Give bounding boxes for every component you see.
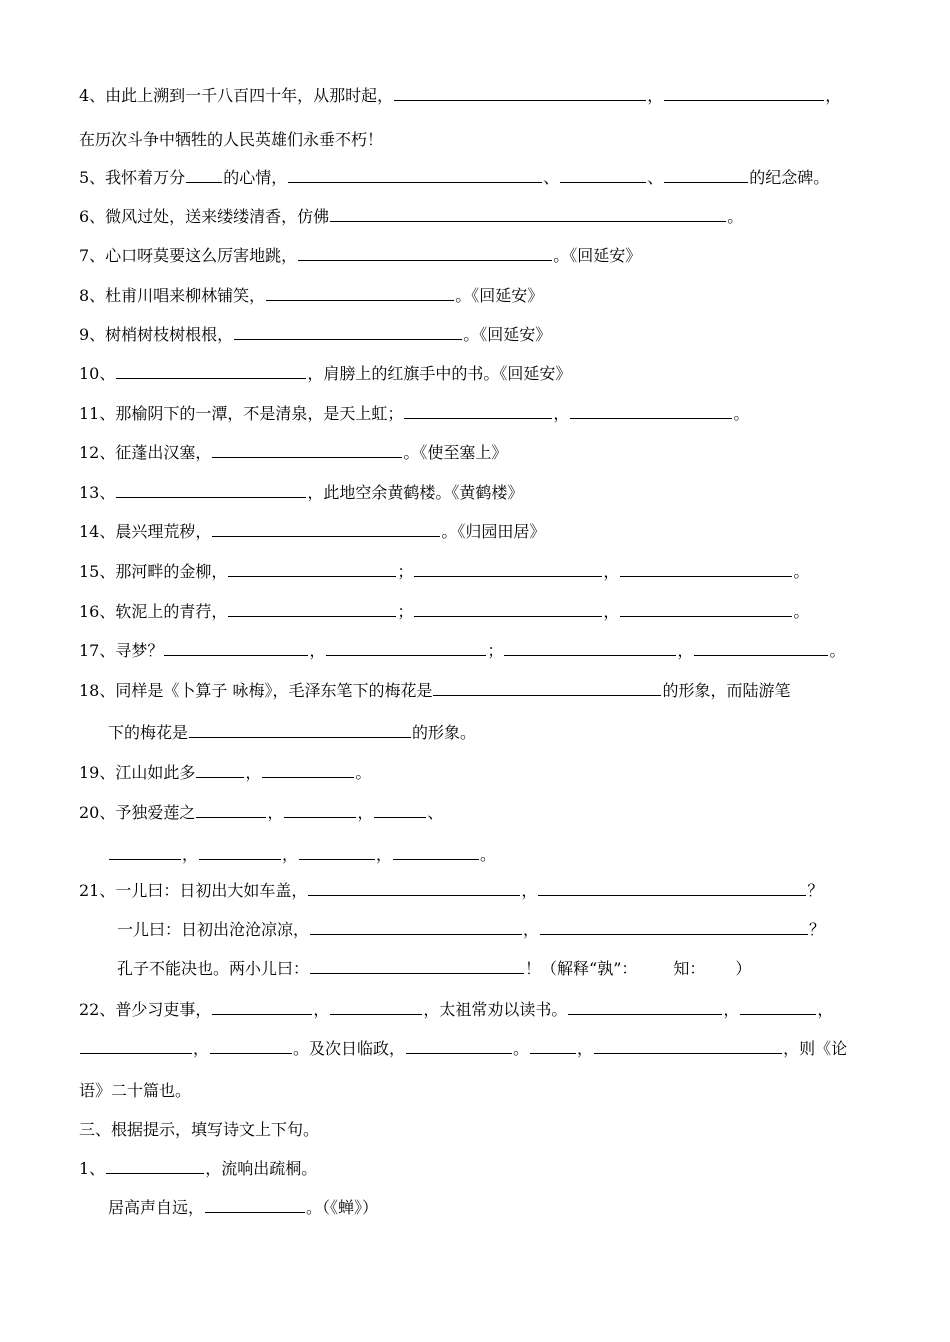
question-text: ，此地空余黄鹤楼。《黄鹤楼》 <box>307 483 524 502</box>
question-15 <box>79 557 880 587</box>
question-text: 语》二十篇也。 <box>79 1081 192 1100</box>
fill-blank[interactable] <box>299 841 375 860</box>
punctuation: ， <box>182 845 199 864</box>
question-9 <box>79 320 880 350</box>
fill-blank[interactable] <box>228 558 396 577</box>
fill-blank[interactable] <box>568 996 722 1015</box>
punctuation: 。 <box>829 641 846 660</box>
punctuation: ？ <box>809 920 826 939</box>
question-text: 居高声自远， <box>108 1198 205 1217</box>
punctuation: ， <box>521 881 538 900</box>
question-text: 16、软泥上的青荇， <box>79 602 228 621</box>
punctuation: ， <box>723 1000 740 1019</box>
question-text: 20、予独爱莲之 <box>79 803 196 822</box>
fill-blank[interactable] <box>404 400 552 419</box>
question-text: 21、一儿曰：日初出大如车盖， <box>79 881 308 900</box>
question-text: ，太祖常劝以读书。 <box>423 1000 568 1019</box>
question-text: 9、树梢树枝树根根， <box>79 325 234 344</box>
question-text: 22、普少习吏事， <box>79 1000 212 1019</box>
source-note: 。《回延安》 <box>463 325 552 344</box>
fill-blank[interactable] <box>326 637 486 656</box>
punctuation: ， <box>282 845 299 864</box>
question-18-line-1 <box>79 676 880 706</box>
fill-blank[interactable] <box>308 877 520 896</box>
punctuation: 。 <box>727 207 744 226</box>
question-21-line-3 <box>117 954 880 984</box>
question-text: ，肩膀上的红旗手中的书。《回延安》 <box>307 364 572 383</box>
question-14 <box>79 517 880 547</box>
punctuation: 、 <box>427 803 444 822</box>
question-19 <box>79 758 880 788</box>
question-4-line-1 <box>79 81 880 111</box>
question-text: 19、江山如此多 <box>79 763 196 782</box>
punctuation: ， <box>357 803 374 822</box>
question-12 <box>79 438 880 468</box>
punctuation: ； <box>487 641 504 660</box>
question-text: 7、心口呀莫要这么厉害地跳， <box>79 246 298 265</box>
punctuation: 。 <box>793 562 810 581</box>
punctuation: 、 <box>647 168 664 187</box>
fill-blank[interactable] <box>212 518 440 537</box>
fill-blank[interactable] <box>560 164 646 183</box>
fill-blank[interactable] <box>540 916 808 935</box>
fill-blank[interactable] <box>414 598 602 617</box>
question-18-line-2 <box>108 718 880 748</box>
fill-blank[interactable] <box>116 479 306 498</box>
fill-blank[interactable] <box>433 677 661 696</box>
fill-blank[interactable] <box>664 82 824 101</box>
question-16 <box>79 597 880 627</box>
question-text: 17、寻梦？ <box>79 641 164 660</box>
fill-blank[interactable] <box>109 841 181 860</box>
punctuation: ， <box>603 602 620 621</box>
question-text: 知： <box>673 959 706 978</box>
punctuation: ， <box>193 1039 210 1058</box>
question-text: 。及次日临政， <box>293 1039 406 1058</box>
question-text: 在历次斗争中牺牲的人民英雄们永垂不朽！ <box>79 130 384 149</box>
question-5 <box>79 163 880 193</box>
punctuation: ， <box>677 641 694 660</box>
source-note: 。《回延安》 <box>455 286 544 305</box>
fill-blank[interactable] <box>374 799 426 818</box>
fill-blank[interactable] <box>210 1035 292 1054</box>
fill-blank[interactable] <box>186 164 222 183</box>
fill-blank[interactable] <box>199 841 281 860</box>
question-number: 10、 <box>79 364 116 383</box>
section-title: 三、根据提示，填写诗文上下句。 <box>79 1120 320 1139</box>
fill-blank[interactable] <box>310 955 524 974</box>
fill-blank[interactable] <box>620 558 792 577</box>
question-6 <box>79 202 880 232</box>
punctuation: ， <box>825 86 842 105</box>
question-21-line-1 <box>79 876 880 906</box>
question-22-line-3 <box>79 1076 880 1106</box>
question-17 <box>79 636 880 666</box>
question-7 <box>79 241 880 271</box>
question-20-line-1 <box>79 798 880 828</box>
punctuation: ， <box>577 1039 594 1058</box>
punctuation: ） <box>735 959 752 978</box>
question-11 <box>79 399 880 429</box>
punctuation: ， <box>376 845 393 864</box>
fill-blank[interactable] <box>570 400 732 419</box>
section-3-heading <box>79 1115 880 1145</box>
question-text: 一儿曰：日初出沧沧凉凉， <box>117 920 310 939</box>
fill-blank[interactable] <box>266 282 454 301</box>
question-text: ！（解释“孰”： <box>525 959 638 978</box>
punctuation: 。 <box>513 1039 530 1058</box>
source-note: 。《归园田居》 <box>441 522 546 541</box>
fill-blank[interactable] <box>594 1035 782 1054</box>
fill-blank[interactable] <box>116 360 306 379</box>
question-text: ，则《论 <box>783 1039 848 1058</box>
source-note: 。《回延安》 <box>553 246 642 265</box>
question-10 <box>79 359 880 389</box>
question-text: 的形象，而陆游笔 <box>662 681 791 700</box>
source-note: 。（《蝉》） <box>306 1198 379 1217</box>
fill-blank[interactable] <box>196 799 266 818</box>
punctuation: ， <box>647 86 664 105</box>
punctuation: ， <box>553 404 570 423</box>
question-text: 8、杜甫川唱来柳林铺笑， <box>79 286 266 305</box>
punctuation: ； <box>397 602 414 621</box>
question-20-line-2 <box>108 840 880 870</box>
fill-blank[interactable] <box>330 996 422 1015</box>
section-3-item-1-line-1 <box>79 1154 880 1184</box>
fill-blank[interactable] <box>106 1155 204 1174</box>
question-13 <box>79 478 880 508</box>
fill-blank[interactable] <box>298 242 552 261</box>
fill-blank[interactable] <box>414 558 602 577</box>
punctuation: 。 <box>793 602 810 621</box>
punctuation: 。 <box>480 845 497 864</box>
fill-blank[interactable] <box>504 637 676 656</box>
fill-blank[interactable] <box>288 164 542 183</box>
question-text: 5、我怀着万分 <box>79 168 186 187</box>
fill-blank[interactable] <box>310 916 522 935</box>
fill-blank[interactable] <box>664 164 748 183</box>
punctuation: ； <box>397 562 414 581</box>
fill-blank[interactable] <box>284 799 356 818</box>
punctuation: ， <box>313 1000 330 1019</box>
question-text: 孔子不能决也。两小儿曰： <box>117 959 310 978</box>
punctuation: 。 <box>733 404 750 423</box>
fill-blank[interactable] <box>196 759 244 778</box>
question-text: 的形象。 <box>412 723 477 742</box>
question-text: 4、由此上溯到一千八百四十年，从那时起， <box>79 86 394 105</box>
question-text: 11、那榆阴下的一潭，不是清泉，是天上虹； <box>79 404 404 423</box>
punctuation: ， <box>309 641 326 660</box>
punctuation: ， <box>817 1000 834 1019</box>
punctuation: ， <box>267 803 284 822</box>
punctuation: ， <box>245 763 262 782</box>
question-text: 的纪念碑。 <box>749 168 830 187</box>
fill-blank[interactable] <box>740 996 816 1015</box>
question-8 <box>79 281 880 311</box>
fill-blank[interactable] <box>393 841 479 860</box>
punctuation: 。 <box>355 763 372 782</box>
fill-blank[interactable] <box>234 321 462 340</box>
question-text: 18、同样是《卜算子 咏梅》，毛泽东笔下的梅花是 <box>79 681 433 700</box>
fill-blank[interactable] <box>189 719 411 738</box>
fill-blank[interactable] <box>538 877 806 896</box>
question-text: 的心情， <box>223 168 288 187</box>
fill-blank[interactable] <box>262 759 354 778</box>
fill-blank[interactable] <box>212 439 402 458</box>
question-text: 15、那河畔的金柳， <box>79 562 228 581</box>
fill-blank[interactable] <box>80 1035 192 1054</box>
question-text: 下的梅花是 <box>108 723 189 742</box>
question-22-line-2 <box>79 1034 880 1064</box>
fill-blank[interactable] <box>164 637 308 656</box>
question-text: 6、微风过处，送来缕缕清香，仿佛 <box>79 207 330 226</box>
question-number: 13、 <box>79 483 116 502</box>
question-4-line-2 <box>79 125 880 155</box>
punctuation: ， <box>603 562 620 581</box>
fill-blank[interactable] <box>394 82 646 101</box>
fill-blank[interactable] <box>205 1194 305 1213</box>
fill-blank[interactable] <box>330 203 726 222</box>
fill-blank[interactable] <box>406 1035 512 1054</box>
question-number: 1、 <box>79 1159 106 1178</box>
fill-blank[interactable] <box>530 1035 576 1054</box>
punctuation: 、 <box>543 168 560 187</box>
fill-blank[interactable] <box>620 598 792 617</box>
fill-blank[interactable] <box>212 996 312 1015</box>
question-22-line-1 <box>79 995 880 1025</box>
question-text: 14、晨兴理荒秽， <box>79 522 212 541</box>
fill-blank[interactable] <box>694 637 828 656</box>
punctuation: ？ <box>807 881 824 900</box>
section-3-item-1-line-2 <box>108 1193 880 1223</box>
source-note: 。《使至塞上》 <box>403 443 508 462</box>
punctuation: ， <box>523 920 540 939</box>
question-21-line-2 <box>117 915 880 945</box>
question-text: 12、征蓬出汉塞， <box>79 443 212 462</box>
fill-blank[interactable] <box>228 598 396 617</box>
question-text: ，流响出疏桐。 <box>205 1159 318 1178</box>
